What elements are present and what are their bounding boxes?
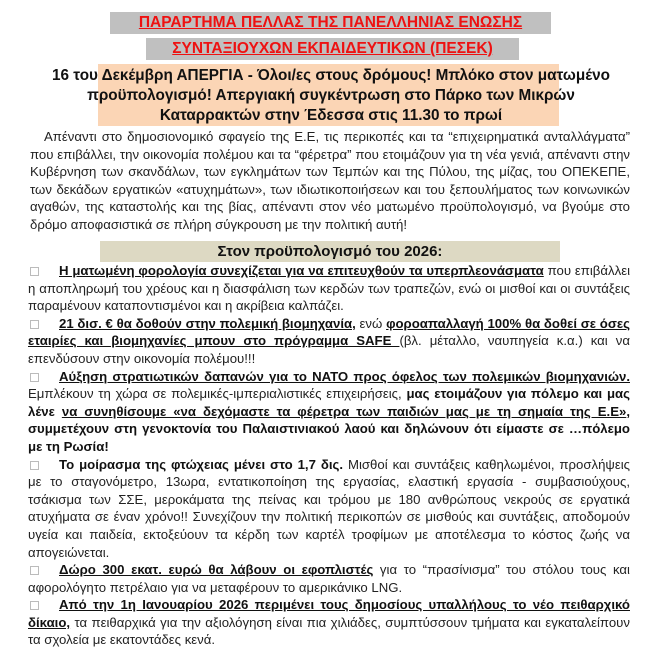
bullet-bold: μας ετοιμάζουν για πόλεμο και μας λένε	[28, 386, 631, 419]
bullet-box-icon	[30, 373, 39, 382]
bullet-bold: Το μοίρασμα της φτώχειας μένει στο 1,7 δις.	[59, 456, 344, 472]
title-line-3: Καταρρακτών στην Έδεσσα στις 11.30 το πρωί	[159, 107, 503, 124]
intro-paragraph	[30, 128, 630, 234]
bullet-box-icon	[30, 320, 39, 329]
bullet-text: για το “πρασίνισμα” του στόλου τους και αφορολόγητο πετρέλαιο για να μεταφέρουν το αμερικάνικο LNG.	[28, 562, 630, 595]
bullet-emphasis: 21 δισ. € θα δοθούν στην πολεμική βιομηχανία,	[59, 315, 356, 331]
title-line-1: 16 του Δεκέμβρη ΑΠΕΡΓΙΑ - Όλοι/ες στους δρόμους! Μπλόκο στον ματωμένο	[52, 67, 610, 84]
bullet-emphasis: να συνηθίσουμε «να δεχόμαστε τα φέρετρα των παιδιών μας με τη σημαία της Ε.Ε»	[61, 403, 627, 419]
union-header-line1: ΠΑΡΑΡΤΗΜΑ ΠΕΛΛΑΣ ΤΗΣ ΠΑΝΕΛΛΗΝΙΑΣ ΕΝΩΣΗΣ	[110, 12, 551, 34]
bullet-emphasis: Αύξηση στρατιωτικών δαπανών για το ΝΑΤΟ προς όφελος των πολεμικών βιομηχανιών.	[59, 368, 630, 384]
bullet-box-icon	[30, 461, 39, 470]
bullet-emphasis: Από την 1η Ιανουαρίου 2026 περιμένει τους δημοσίους υπαλλήλους το νέο πειθαρχικό δίκαιο,	[28, 597, 630, 630]
budget-bullet-list	[28, 262, 630, 649]
bullet-text: που επιβάλλει η αποπληρωμή του χρέους και η διασφάλιση των κερδών των τραπεζών, ενώ οι μισθοί και οι συντάξεις παραμένουν καταποντισμένοι και η ακρίβεια καλπάζει.	[28, 263, 630, 314]
bullet-text: Εμπλέκουν τη χώρα σε πολεμικές-ιμπεριαλιστικές επιχειρήσεις,	[28, 386, 407, 402]
bullet-box-icon	[30, 566, 39, 575]
bullet-text: τα πειθαρχικά για την αξιολόγηση είναι πια χιλιάδες, συμπτύσσουν τμήματα και εγκαταλείπουν τα σχολεία με εκατοντάδες κενά.	[28, 614, 630, 648]
bullet-bold: , συμμετέχουν στη γενοκτονία του Παλαιστινιακού λαού και δηλώνουν ότι είμαστε σε …πόλεμο με τη Ρωσία!	[28, 403, 630, 454]
list-item	[28, 456, 630, 562]
list-item	[28, 561, 630, 596]
bullet-box-icon	[30, 601, 39, 610]
budget-subheading: Στον προϋπολογισμό του 2026:	[100, 241, 560, 262]
list-item	[28, 262, 630, 315]
strike-title	[20, 66, 642, 126]
bullet-text: Μισθοί και συντάξεις καθηλωμένοι, προσλήψεις με το σταγονόμετρο, 13ωρα, εντατικοποίηση της εργασίας, ελαστική εργασία - συμβασιούχους, τσάκισμα των ΣΣΕ, μεροκάματα της πείνας και τρόμου με 180 ανθρώπους νεκρούς σε εργατικά ατυχήματα σε έναν χρόνο!! Συνεχίζουν την πολιτική περικοπών σε μισθούς και συντάξεις, αποδομούν υγεία και παιδεία, εκτοξεύουν τα κέρδη των καρτέλ τροφίμων με αποτέλεσμα το κόστος ζωής να απογειώνεται.	[28, 456, 631, 560]
bullet-emphasis: Δώρο 300 εκατ. ευρώ θα λάβουν οι εφοπλιστές	[59, 562, 374, 578]
list-item	[28, 368, 630, 456]
bullet-box-icon	[30, 267, 39, 276]
list-item	[28, 315, 630, 368]
bullet-emphasis: φοροαπαλλαγή 100% θα δοθεί σε όσες εταιρίες και βιομηχανίες μπουν στο πρόγραμμα SAFE	[28, 315, 630, 349]
bullet-emphasis: Η ματωμένη φορολογία συνεχίζεται για να επιτευχθούν τα υπερπλεονάσματα	[59, 263, 544, 278]
intro-text: Απέναντι στο δημοσιονομικό σφαγείο της Ε.Ε, τις περικοπές και τα “επιχειρηματικά ανταλλάγματα” που επιβάλλει, την οικονομία πολέμου και τα “φέρετρα” που ετοιμάζουν για τη νέα γενιά, απέναντι στην Κυβέρνηση των σκανδάλων, των εγκλημάτων των Τεμπών και της Πύλου, της μίζας, του ΟΠΕΚΕΠΕ, των δεκάδων εργατικών «ατυχημάτων», των ιδιωτικοποιήσεων και του ξεπουλήματος των κοινωνικών αγαθών, της καταστολής και της βίας, απέναντι στον νέο ματωμένο προϋπολογισμό, να βγούμε στο δρόμο αποφασιστικά σε πλήρη σύγκρουση με την πολιτική αυτή!	[30, 129, 630, 232]
bullet-text: ενώ	[355, 315, 387, 331]
list-item	[28, 596, 630, 649]
bullet-text: (βλ. μέταλλο, ναυπηγεία κ.α.) και να επενδύσουν στην οικονομία πολέμου!!!	[28, 333, 630, 366]
title-line-2: προϋπολογισμό! Απεργιακή συγκέντρωση στο Πάρκο των Μικρών	[87, 87, 575, 104]
union-header-line2: ΣΥΝΤΑΞΙΟΥΧΩΝ ΕΚΠΑΙΔΕΥΤΙΚΩΝ (ΠΕΣΕΚ)	[146, 38, 519, 60]
